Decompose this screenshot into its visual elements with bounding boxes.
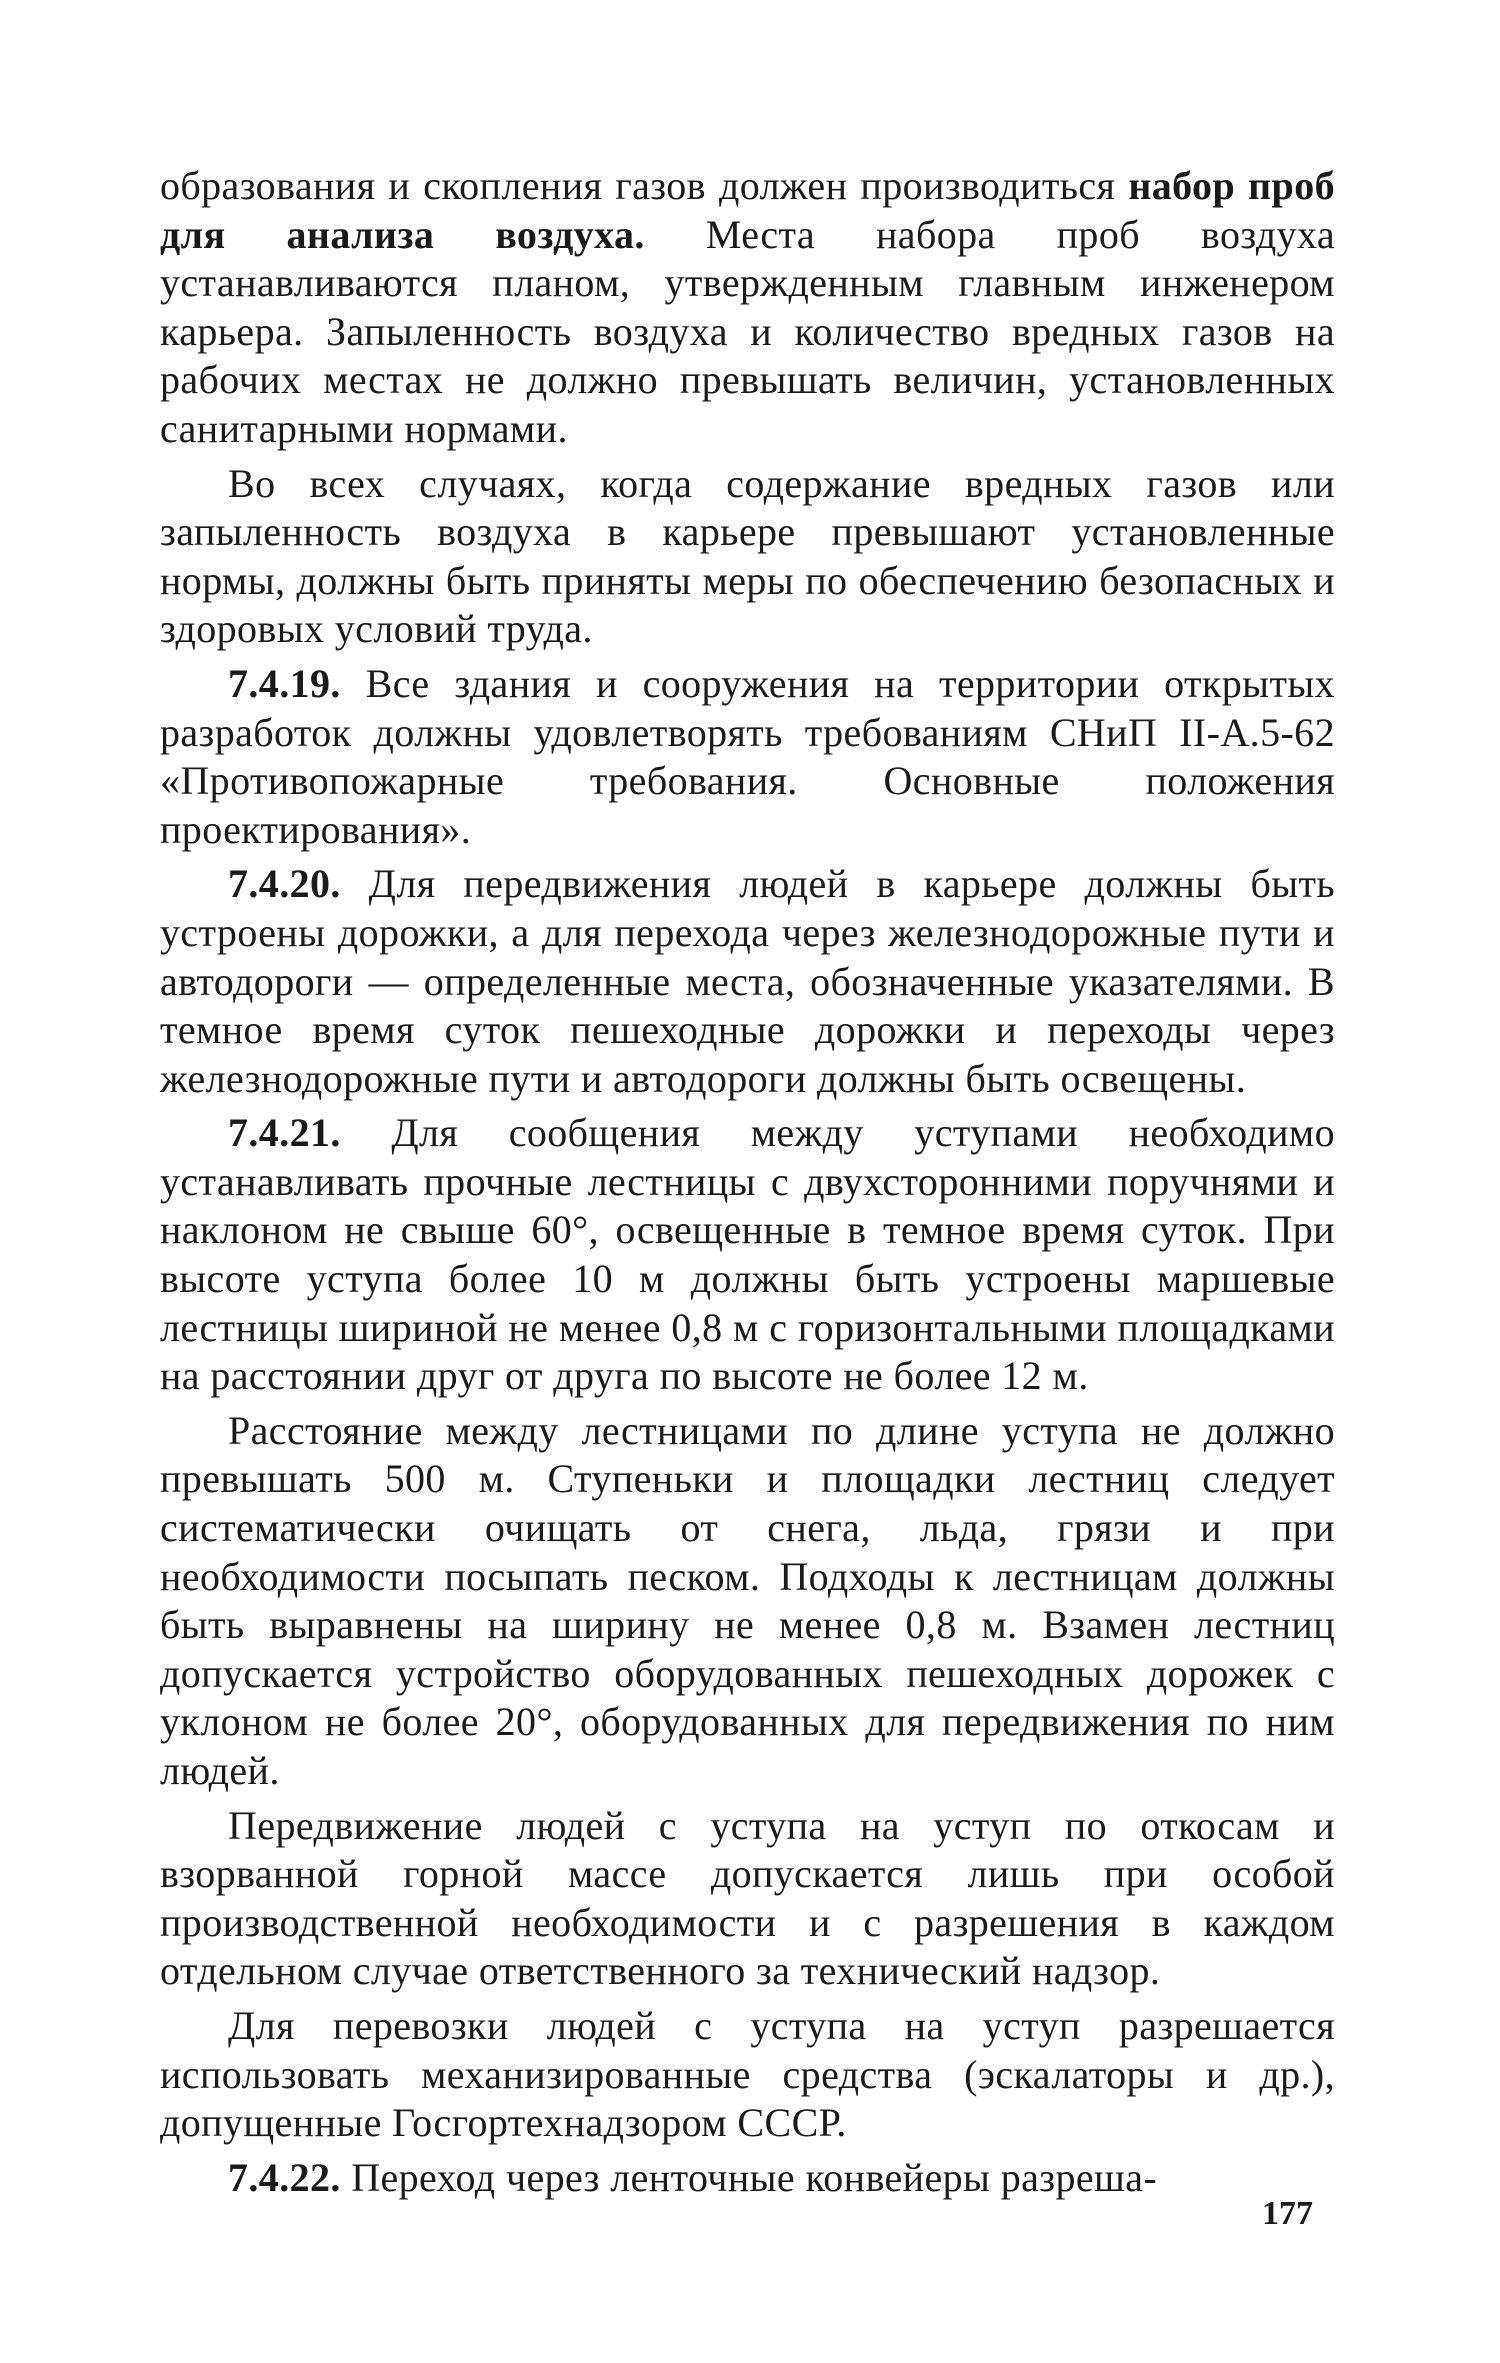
paragraph-2-text: Во всех случаях, когда содержание вредных газов или запыленность воздуха в карьере превышают установленные нормы, должны быть приняты меры по обеспечению безопасных и здоровых условий труда.: [160, 460, 1335, 652]
paragraph-7: [160, 1802, 1335, 1996]
section-number: 7.4.21.: [228, 1110, 341, 1156]
section-7-4-22: [160, 2154, 1335, 2203]
paragraph-1: [160, 162, 1335, 454]
section-text: Для сообщения между уступами необходимо устанавливать прочные лестницы с двухсторонними поручнями и наклоном не свыше 60°, освещенные в темное время суток. При высоте уступа более 10 м должны быть устроены маршевые лестницы шириной не менее 0,8 м с горизонтальными площадками на расстоянии друг от друга по высоте не более 12 м.: [160, 1110, 1335, 1399]
paragraph-6: [160, 1407, 1335, 1796]
section-number: 7.4.20.: [228, 861, 341, 907]
paragraph-1-text: Места набора проб воздуха устанавливаются планом, утвержденным главным инженером карьера. Запыленность воздуха и количество вредных газов на рабочих местах не должно превышать величин, установленных санитарными нормами.: [160, 211, 1335, 451]
section-7-4-20: [160, 860, 1335, 1103]
section-number: 7.4.22.: [228, 2154, 341, 2200]
paragraph-1-lead: образования и скопления газов должен производиться: [160, 163, 1129, 208]
section-text: Для передвижения людей в карьере должны быть устроены дорожки, а для перехода через железнодорожные пути и автодороги — определенные места, обозначенные указателями. В темное время суток пешеходные дорожки и переходы через железнодорожные пути и автодороги должны быть освещены.: [160, 861, 1335, 1101]
section-7-4-19: [160, 660, 1335, 854]
page-body: [160, 162, 1335, 2208]
section-text: Все здания и сооружения на территории открытых разработок должны удовлетворять требованиям СНиП II-А.5-62 «Противопожарные требования. Основные положения проектирования».: [160, 660, 1335, 852]
paragraph-7-text: Передвижение людей с уступа на уступ по откосам и взорванной горной массе допускается лишь при особой производственной необходимости и с разрешения в каждом отдельном случае ответственного за технический надзор.: [160, 1802, 1335, 1994]
page-number: 177: [1262, 2195, 1313, 2232]
section-number: 7.4.19.: [228, 660, 341, 706]
paragraph-8-text: Для перевозки людей с уступа на уступ разрешается использовать механизированные средства (эскалаторы и др.), допущенные Госгортехнадзором СССР.: [160, 2002, 1335, 2146]
section-7-4-21: [160, 1109, 1335, 1401]
section-text: Переход через ленточные конвейеры разреша-: [340, 2154, 1158, 2200]
paragraph-6-text: Расстояние между лестницами по длине уступа не должно превышать 500 м. Ступеньки и площадки лестниц следует систематически очищать от снега, льда, грязи и при необходимости посыпать песком. Подходы к лестницам должны быть выравнены на ширину не менее 0,8 м. Взамен лестниц допускается устройство оборудованных пешеходных дорожек с уклоном не более 20°, оборудованных для передвижения по ним людей.: [160, 1407, 1335, 1793]
paragraph-1-emphasis: набор проб для анализа воздуха.: [160, 163, 1335, 257]
paragraph-2: [160, 460, 1335, 654]
paragraph-8: [160, 2002, 1335, 2148]
